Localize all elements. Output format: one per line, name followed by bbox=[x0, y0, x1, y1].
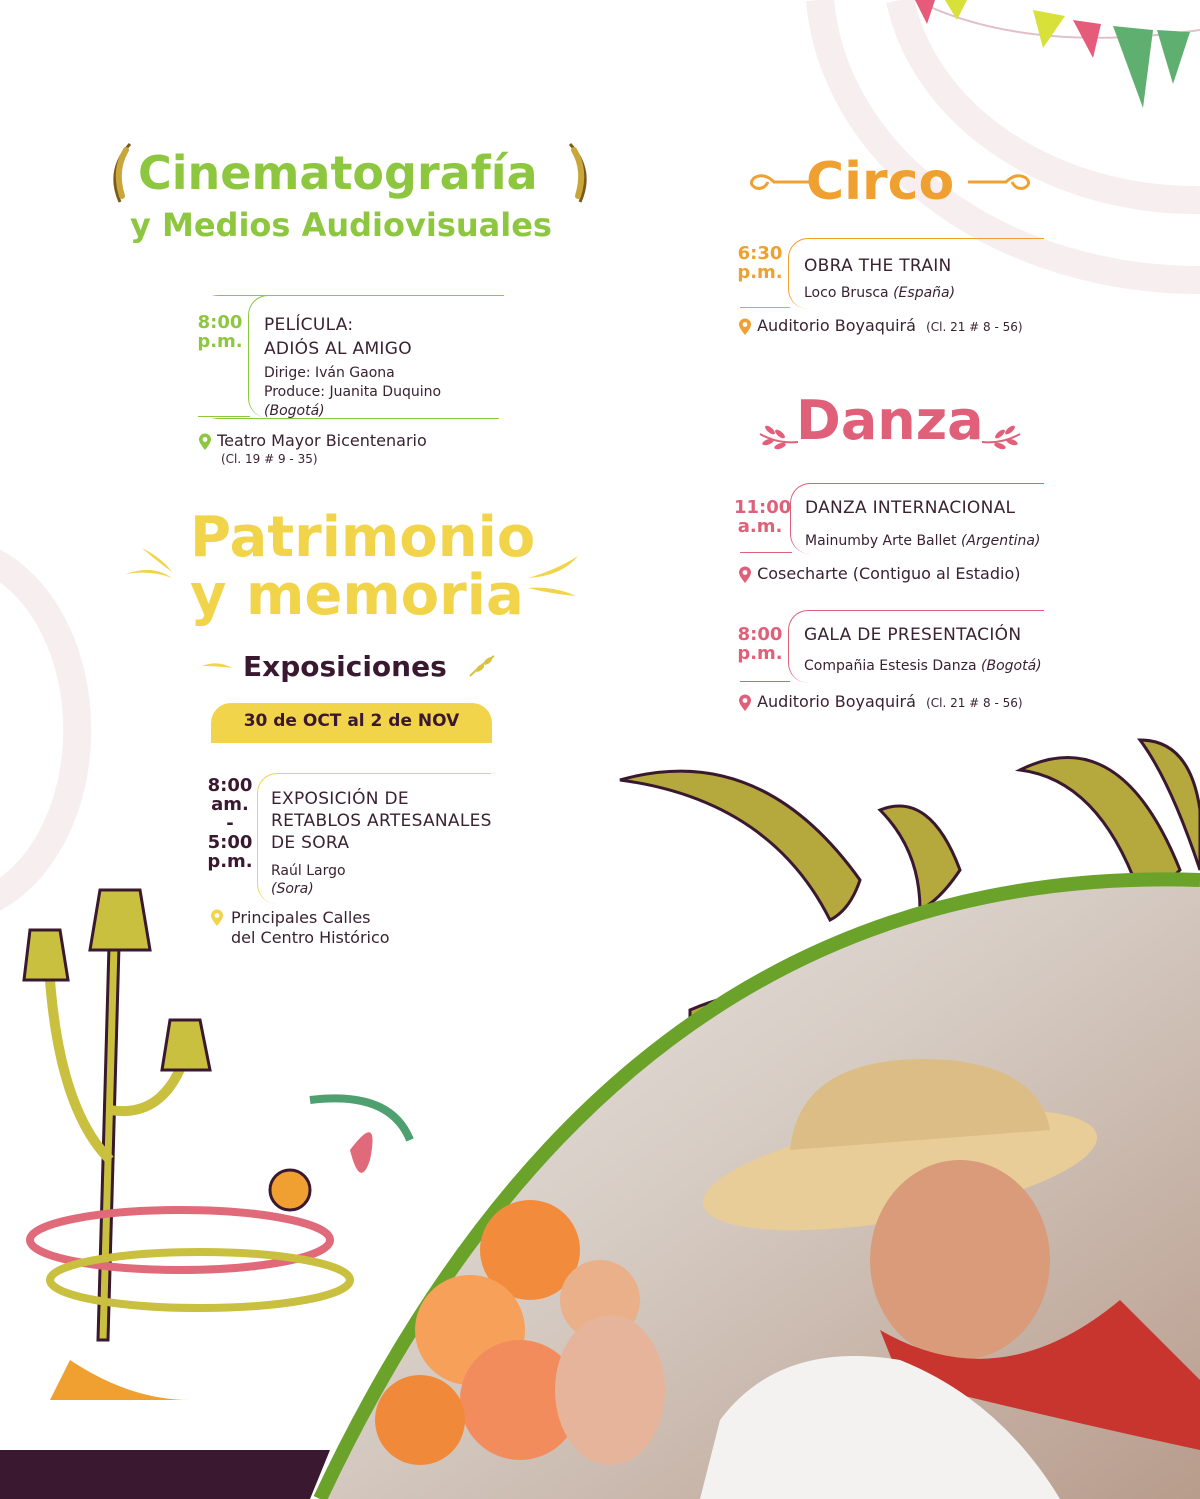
event-credits: Mainumby Arte Ballet (Argentina) bbox=[805, 533, 1041, 549]
event-location: Principales Calles del Centro Histórico bbox=[210, 908, 390, 948]
event-credits: Loco Brusca (España) bbox=[804, 285, 956, 301]
event-location: Auditorio Boyaquirá (Cl. 21 # 8 - 56) bbox=[738, 692, 1023, 712]
circo-title: Circo bbox=[806, 152, 955, 212]
event-location: Cosecharte (Contiguo al Estadio) bbox=[738, 564, 1020, 584]
dates-text: 30 de OCT al 2 de NOV bbox=[243, 711, 460, 731]
event-credits: Raúl Largo (Sora) bbox=[271, 863, 346, 897]
event-credits: Dirige: Iván Gaona Produce: Juanita Duquino (Bogotá) bbox=[264, 365, 442, 419]
cine-subtitle: y Medios Audiovisuales bbox=[130, 206, 552, 244]
event-time: 8:00 p.m. bbox=[737, 624, 783, 664]
event-title: OBRA THE TRAIN bbox=[804, 256, 952, 276]
event-location: Teatro Mayor Bicentenario bbox=[198, 431, 427, 451]
patrimonio-subtitle: y memoria bbox=[190, 563, 524, 628]
event-time: 8:00 p.m. bbox=[197, 312, 243, 352]
event-title: DANZA INTERNACIONAL bbox=[805, 498, 1016, 518]
exposiciones-heading: Exposiciones bbox=[243, 650, 447, 683]
cine-title: Cinematografía bbox=[138, 146, 538, 200]
event-time: 8:00 am. - 5:00 p.m. bbox=[207, 775, 253, 872]
event-time: 6:30 p.m. bbox=[737, 243, 783, 283]
patrimonio-title: Patrimonio bbox=[190, 505, 536, 570]
lamp-post-illustration bbox=[10, 860, 430, 1440]
bottom-bar bbox=[0, 1450, 340, 1499]
event-location: Auditorio Boyaquirá (Cl. 21 # 8 - 56) bbox=[738, 316, 1023, 336]
event-credits: Compañia Estesis Danza (Bogotá) bbox=[804, 658, 1042, 674]
event-title: GALA DE PRESENTACIÓN bbox=[804, 625, 1022, 645]
event-time: 11:00 a.m. bbox=[734, 497, 792, 537]
event-address: (Cl. 19 # 9 - 35) bbox=[221, 452, 318, 466]
event-title: EXPOSICIÓN DE RETABLOS ARTESANALES DE SORA bbox=[271, 789, 492, 853]
event-title: PELÍCULA: ADIÓS AL AMIGO bbox=[264, 315, 412, 359]
danza-title: Danza bbox=[796, 389, 984, 452]
